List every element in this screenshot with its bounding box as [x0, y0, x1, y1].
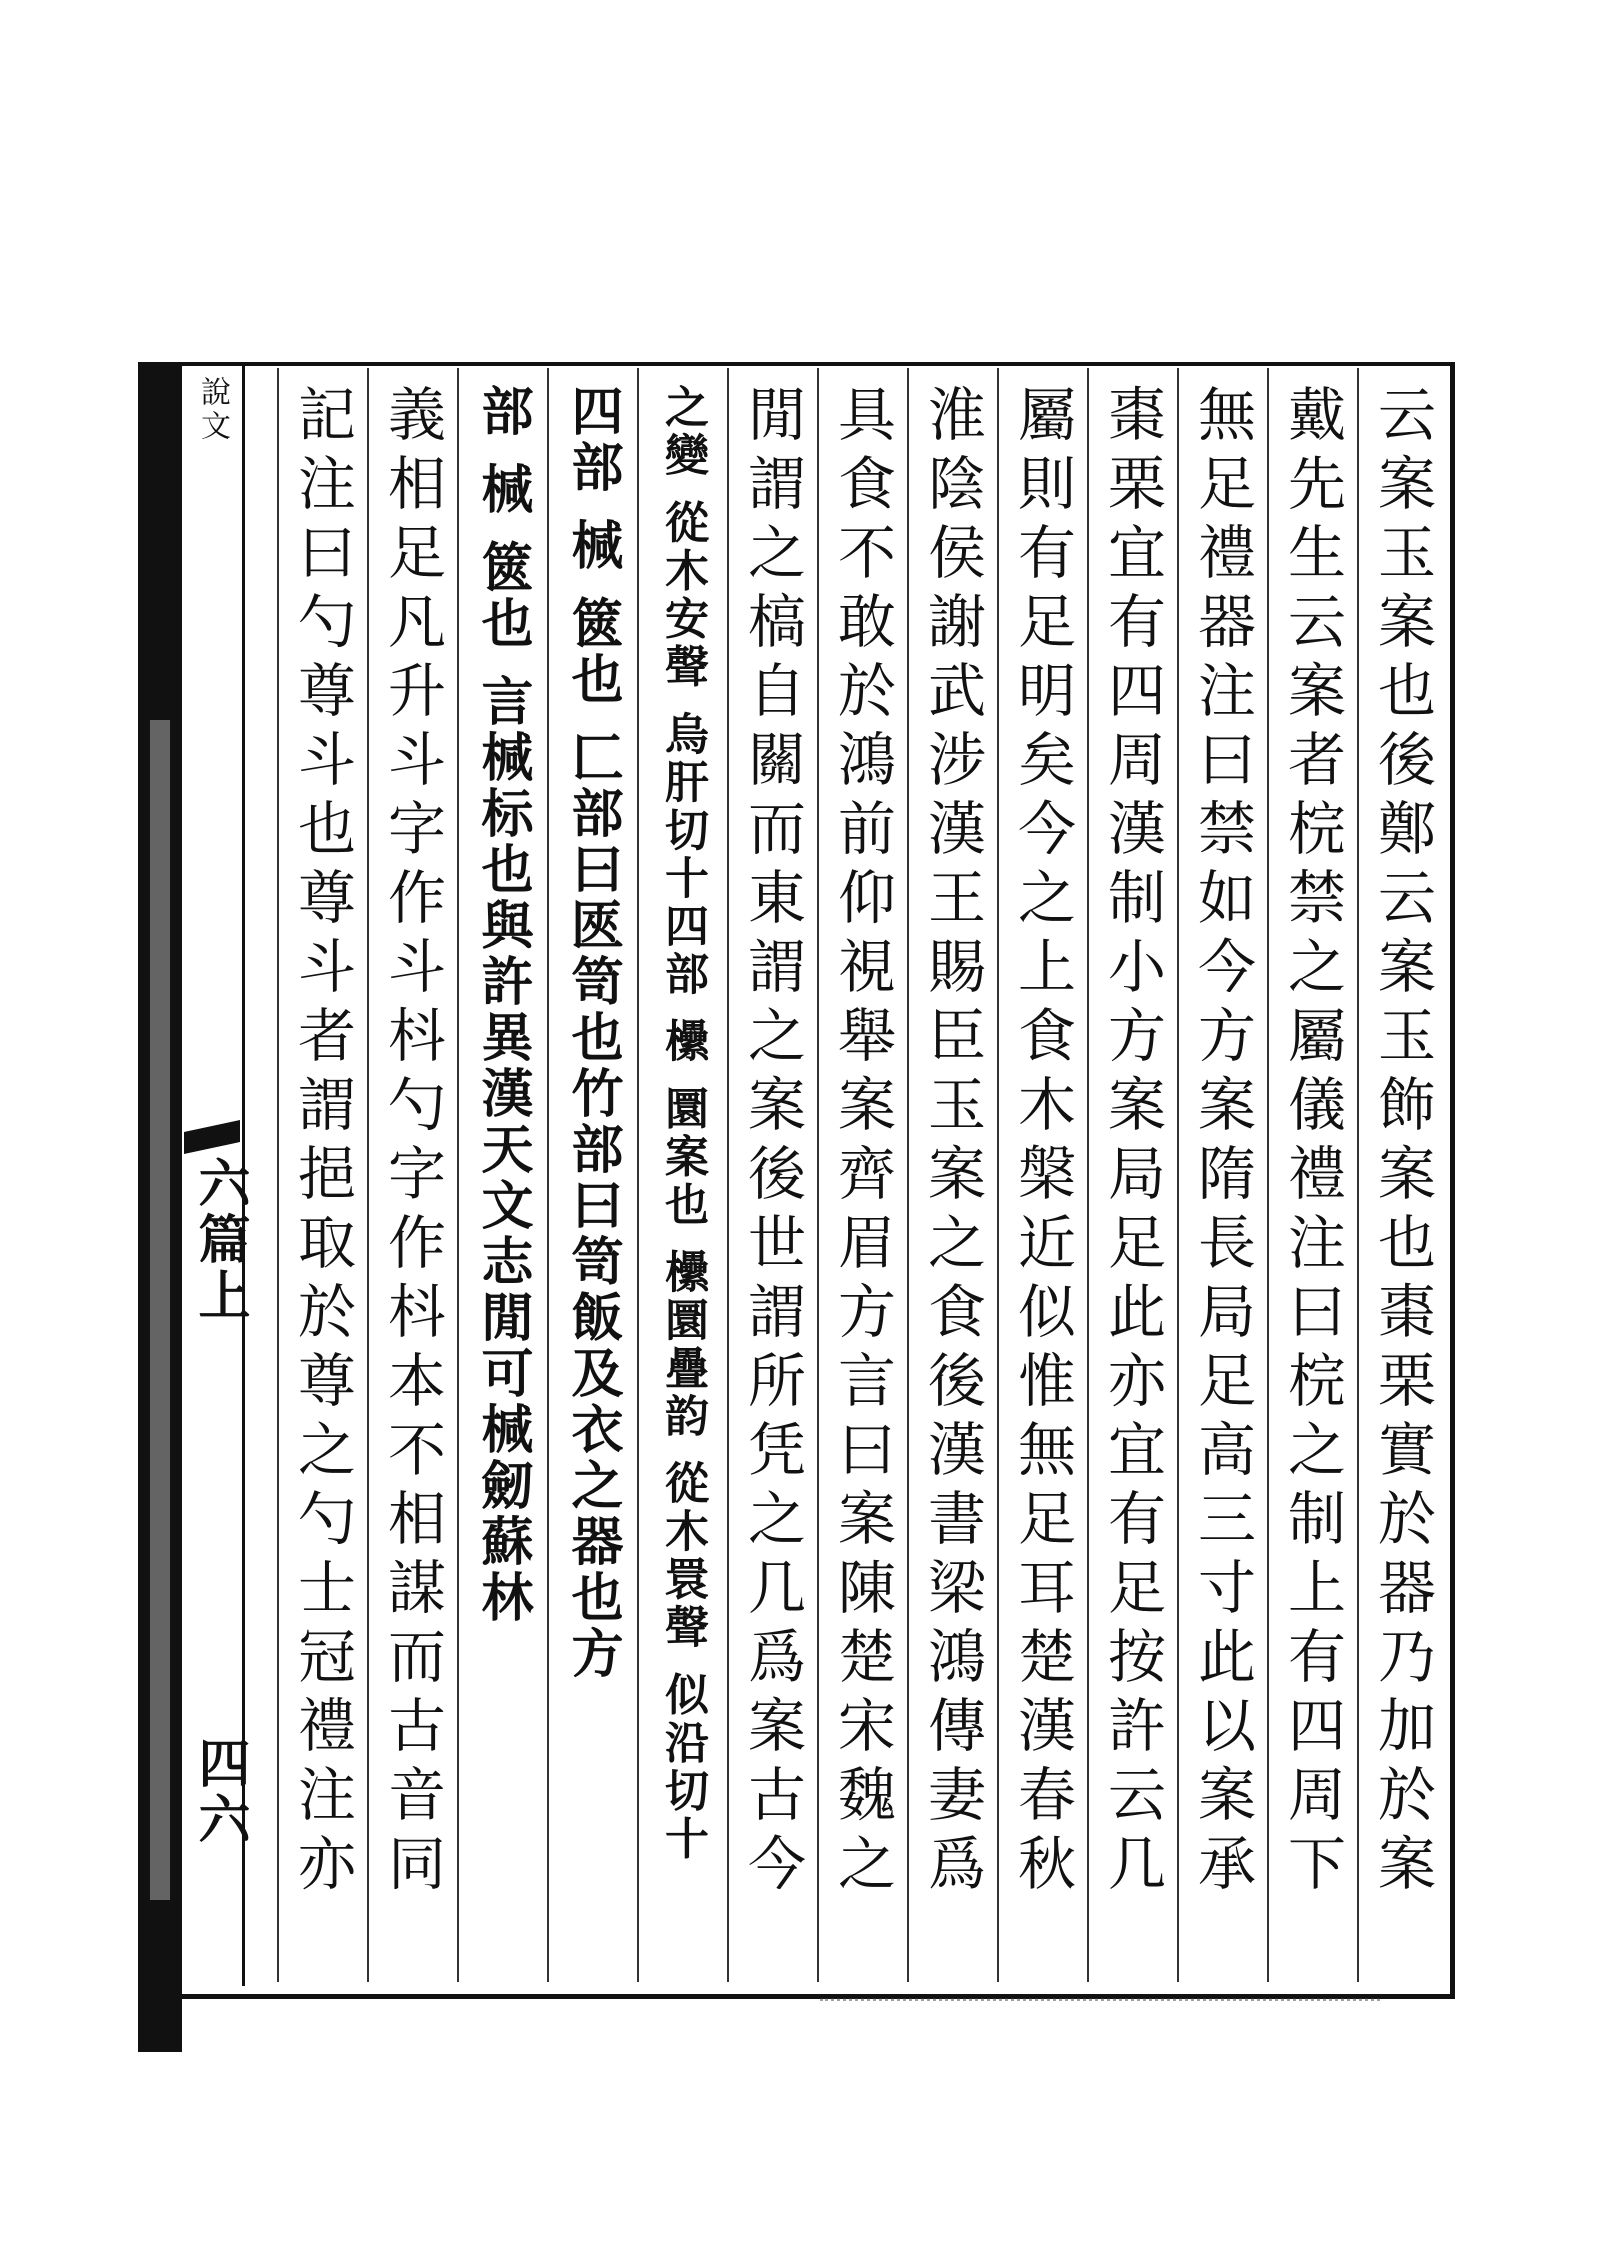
- text-column: [1087, 368, 1175, 1982]
- text-column: [277, 368, 365, 1982]
- column-text: 部 椷 篋也 言椷标也與許異漢天文志閒可椷劒蘇林: [472, 384, 533, 1627]
- text-column: [1177, 368, 1265, 1982]
- text-area: [245, 368, 1445, 1982]
- margin-strip: [182, 366, 250, 1986]
- text-column: [637, 368, 725, 1982]
- column-text: 云案玉案也後鄭云案玉飾案也棗栗實於器乃加於案: [1368, 384, 1436, 1902]
- gutter-highlight: [150, 720, 170, 1900]
- column-text: 四部 椷 篋也 匚部曰匧笥也竹部曰笥飯及衣之器也方: [562, 384, 623, 1683]
- column-text: 無足禮器注曰禁如今方案隋長局足高三寸此以案承: [1188, 384, 1256, 1902]
- text-column: [727, 368, 815, 1982]
- column-text: 淮陰侯謝武涉漢王賜臣玉案之食後漢書梁鴻傳妻爲: [918, 384, 986, 1902]
- text-column: [997, 368, 1085, 1982]
- margin-folio: 四六: [189, 1736, 250, 1848]
- text-column: [907, 368, 995, 1982]
- text-column: [367, 368, 455, 1982]
- bottom-specks: [820, 1998, 1380, 2015]
- fish-tail-mark: [184, 1120, 240, 1154]
- column-text: 具食不敢於鴻前仰視舉案齊眉方言曰案陳楚宋魏之: [828, 384, 896, 1902]
- column-text: 閒謂之槁自關而東謂之案後世謂所凭之几爲案古今: [738, 384, 806, 1902]
- column-text: 屬則有足明矣今之上食木槃近似惟無足耳楚漢春秋: [1008, 384, 1076, 1902]
- text-column: [1267, 368, 1355, 1982]
- column-text: 記注曰勺尊斗也尊斗者謂挹取於尊之勺士冠禮注亦: [288, 384, 356, 1902]
- text-column: [547, 368, 635, 1982]
- column-text: 戴先生云案者梡禁之屬儀禮注曰梡之制上有四周下: [1278, 384, 1346, 1902]
- column-text: 義相足凡升斗字作斗枓勺字作枓本不相謀而古音同: [378, 384, 446, 1902]
- column-text: 之變 從木安聲 烏肝切十四部 欙 圜案也 欙圜疊韵 從木睘聲 似沿切十: [657, 384, 708, 1864]
- text-column: [1357, 368, 1445, 1982]
- column-text: 棗栗宜有四周漢制小方案局足此亦宜有足按許云几: [1098, 384, 1166, 1902]
- text-column: [817, 368, 905, 1982]
- text-column: [457, 368, 545, 1982]
- margin-chapter: 六篇上: [189, 1156, 250, 1324]
- margin-title: 說文: [195, 376, 230, 444]
